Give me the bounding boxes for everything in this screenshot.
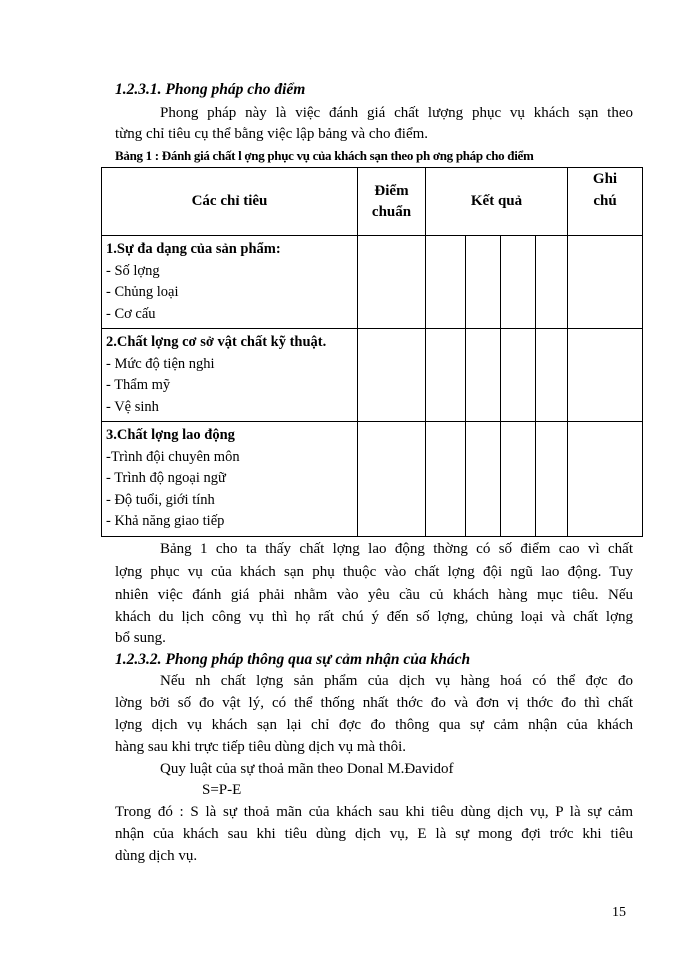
paragraph-line: khách du lịch công vụ thì họ rất chú ý đến số lợng, chủng loại và chất lợng (115, 609, 633, 625)
paragraph-line: lợng dịch vụ khách sạn lại chỉ đợc đo thông qua sự cảm nhận của khách (115, 717, 633, 733)
result-cell (501, 236, 536, 329)
table-row (102, 236, 643, 329)
score-cell (358, 236, 426, 329)
header-result: Kết quả (426, 168, 568, 236)
criteria-item: - Chủng loại (106, 284, 179, 300)
result-cell (466, 329, 501, 422)
table-row (102, 329, 643, 422)
paragraph-line: bổ sung. (115, 630, 166, 646)
paragraph-line: lờng bởi số đo vật lý, có thể thống nhất thớc đo và đơn vị thớc đo thì chất (115, 695, 633, 711)
note-cell (568, 236, 643, 329)
paragraph-line: lợng phục vụ của khách sạn phụ thuộc vào chất lợng đội ngũ lao động. Tuy (115, 564, 633, 580)
result-cell (536, 422, 568, 537)
criteria-item: - Khả năng giao tiếp (106, 513, 225, 529)
group-title: 2.Chất lợng cơ sở vật chất kỹ thuật. (106, 334, 327, 350)
header-criteria: Các chỉ tiêu (102, 168, 358, 236)
criteria-item: - Trình độ ngoại ngữ (106, 470, 226, 486)
group-title: 3.Chất lợng lao động (106, 427, 235, 443)
paragraph-line: Phong pháp này là việc đánh giá chất lượng phục vụ khách sạn theo (160, 105, 633, 121)
result-cell (536, 236, 568, 329)
score-cell (358, 422, 426, 537)
criteria-cell (102, 329, 358, 422)
result-cell (536, 329, 568, 422)
paragraph-line: Quy luật của sự thoả mãn theo Donal M.Đavidof (160, 761, 454, 777)
result-cell (501, 329, 536, 422)
table-header-row (102, 168, 643, 236)
paragraph-line: Bảng 1 cho ta thấy chất lợng lao động thờng có số điểm cao vì chất (160, 541, 633, 557)
paragraph-line: từng chỉ tiêu cụ thể bằng việc lập bảng và cho điểm. (115, 126, 429, 142)
criteria-item: - Vệ sinh (106, 398, 159, 415)
note-cell (568, 422, 643, 537)
result-cell (426, 236, 466, 329)
criteria-item: - Thẩm mỹ (106, 377, 171, 393)
header-score: Điểm chuẩn (358, 168, 426, 236)
header-note: Ghi chú (568, 168, 643, 236)
result-cell (466, 422, 501, 537)
score-cell (358, 329, 426, 422)
paragraph-line: Nếu nh chất lợng sản phẩm của dịch vụ hàng hoá có thể đợc đo (160, 673, 633, 689)
note-cell (568, 329, 643, 422)
formula: S=P-E (202, 782, 242, 798)
page-number: 15 (612, 905, 626, 920)
paragraph-line: Trong đó : S là sự thoả mãn của khách sau khi tiêu dùng dịch vụ, P là sự cảm (115, 804, 633, 820)
paragraph-line: nhận của khách sau khi tiêu dùng dịch vụ, E là sự mong đợi trớc khi tiêu (115, 826, 633, 842)
criteria-item: - Mức độ tiện nghi (106, 355, 215, 372)
criteria-item: -Trình đội chuyên môn (106, 448, 240, 465)
criteria-item: - Độ tuổi, giới tính (106, 491, 215, 508)
result-cell (466, 236, 501, 329)
paragraph-line: hàng sau khi trực tiếp tiêu dùng dịch vụ mà thôi. (115, 739, 406, 755)
result-cell (501, 422, 536, 537)
section-heading-1: 1.2.3.1. Phong pháp cho điểm (115, 81, 306, 98)
table-row (102, 422, 643, 537)
result-cell (426, 422, 466, 537)
result-cell (426, 329, 466, 422)
criteria-cell (102, 422, 358, 537)
table-caption: Bảng 1 : Đánh giá chất l ợng phục vụ của khách sạn theo ph ơng pháp cho điểm (115, 148, 534, 163)
section-heading-2: 1.2.3.2. Phong pháp thông qua sự cảm nhận của khách (115, 651, 471, 668)
paragraph-line: nhiên việc đánh giá phải nhằm vào yêu cầu củ khách hàng mục tiêu. Nếu (115, 587, 633, 603)
evaluation-table (101, 167, 643, 537)
criteria-item: - Cơ cấu (106, 305, 156, 322)
criteria-item: - Số lợng (106, 262, 160, 279)
group-title: 1.Sự đa dạng của sản phẩm: (106, 241, 281, 257)
paragraph-line: dùng dịch vụ. (115, 848, 198, 864)
criteria-cell (102, 236, 358, 329)
